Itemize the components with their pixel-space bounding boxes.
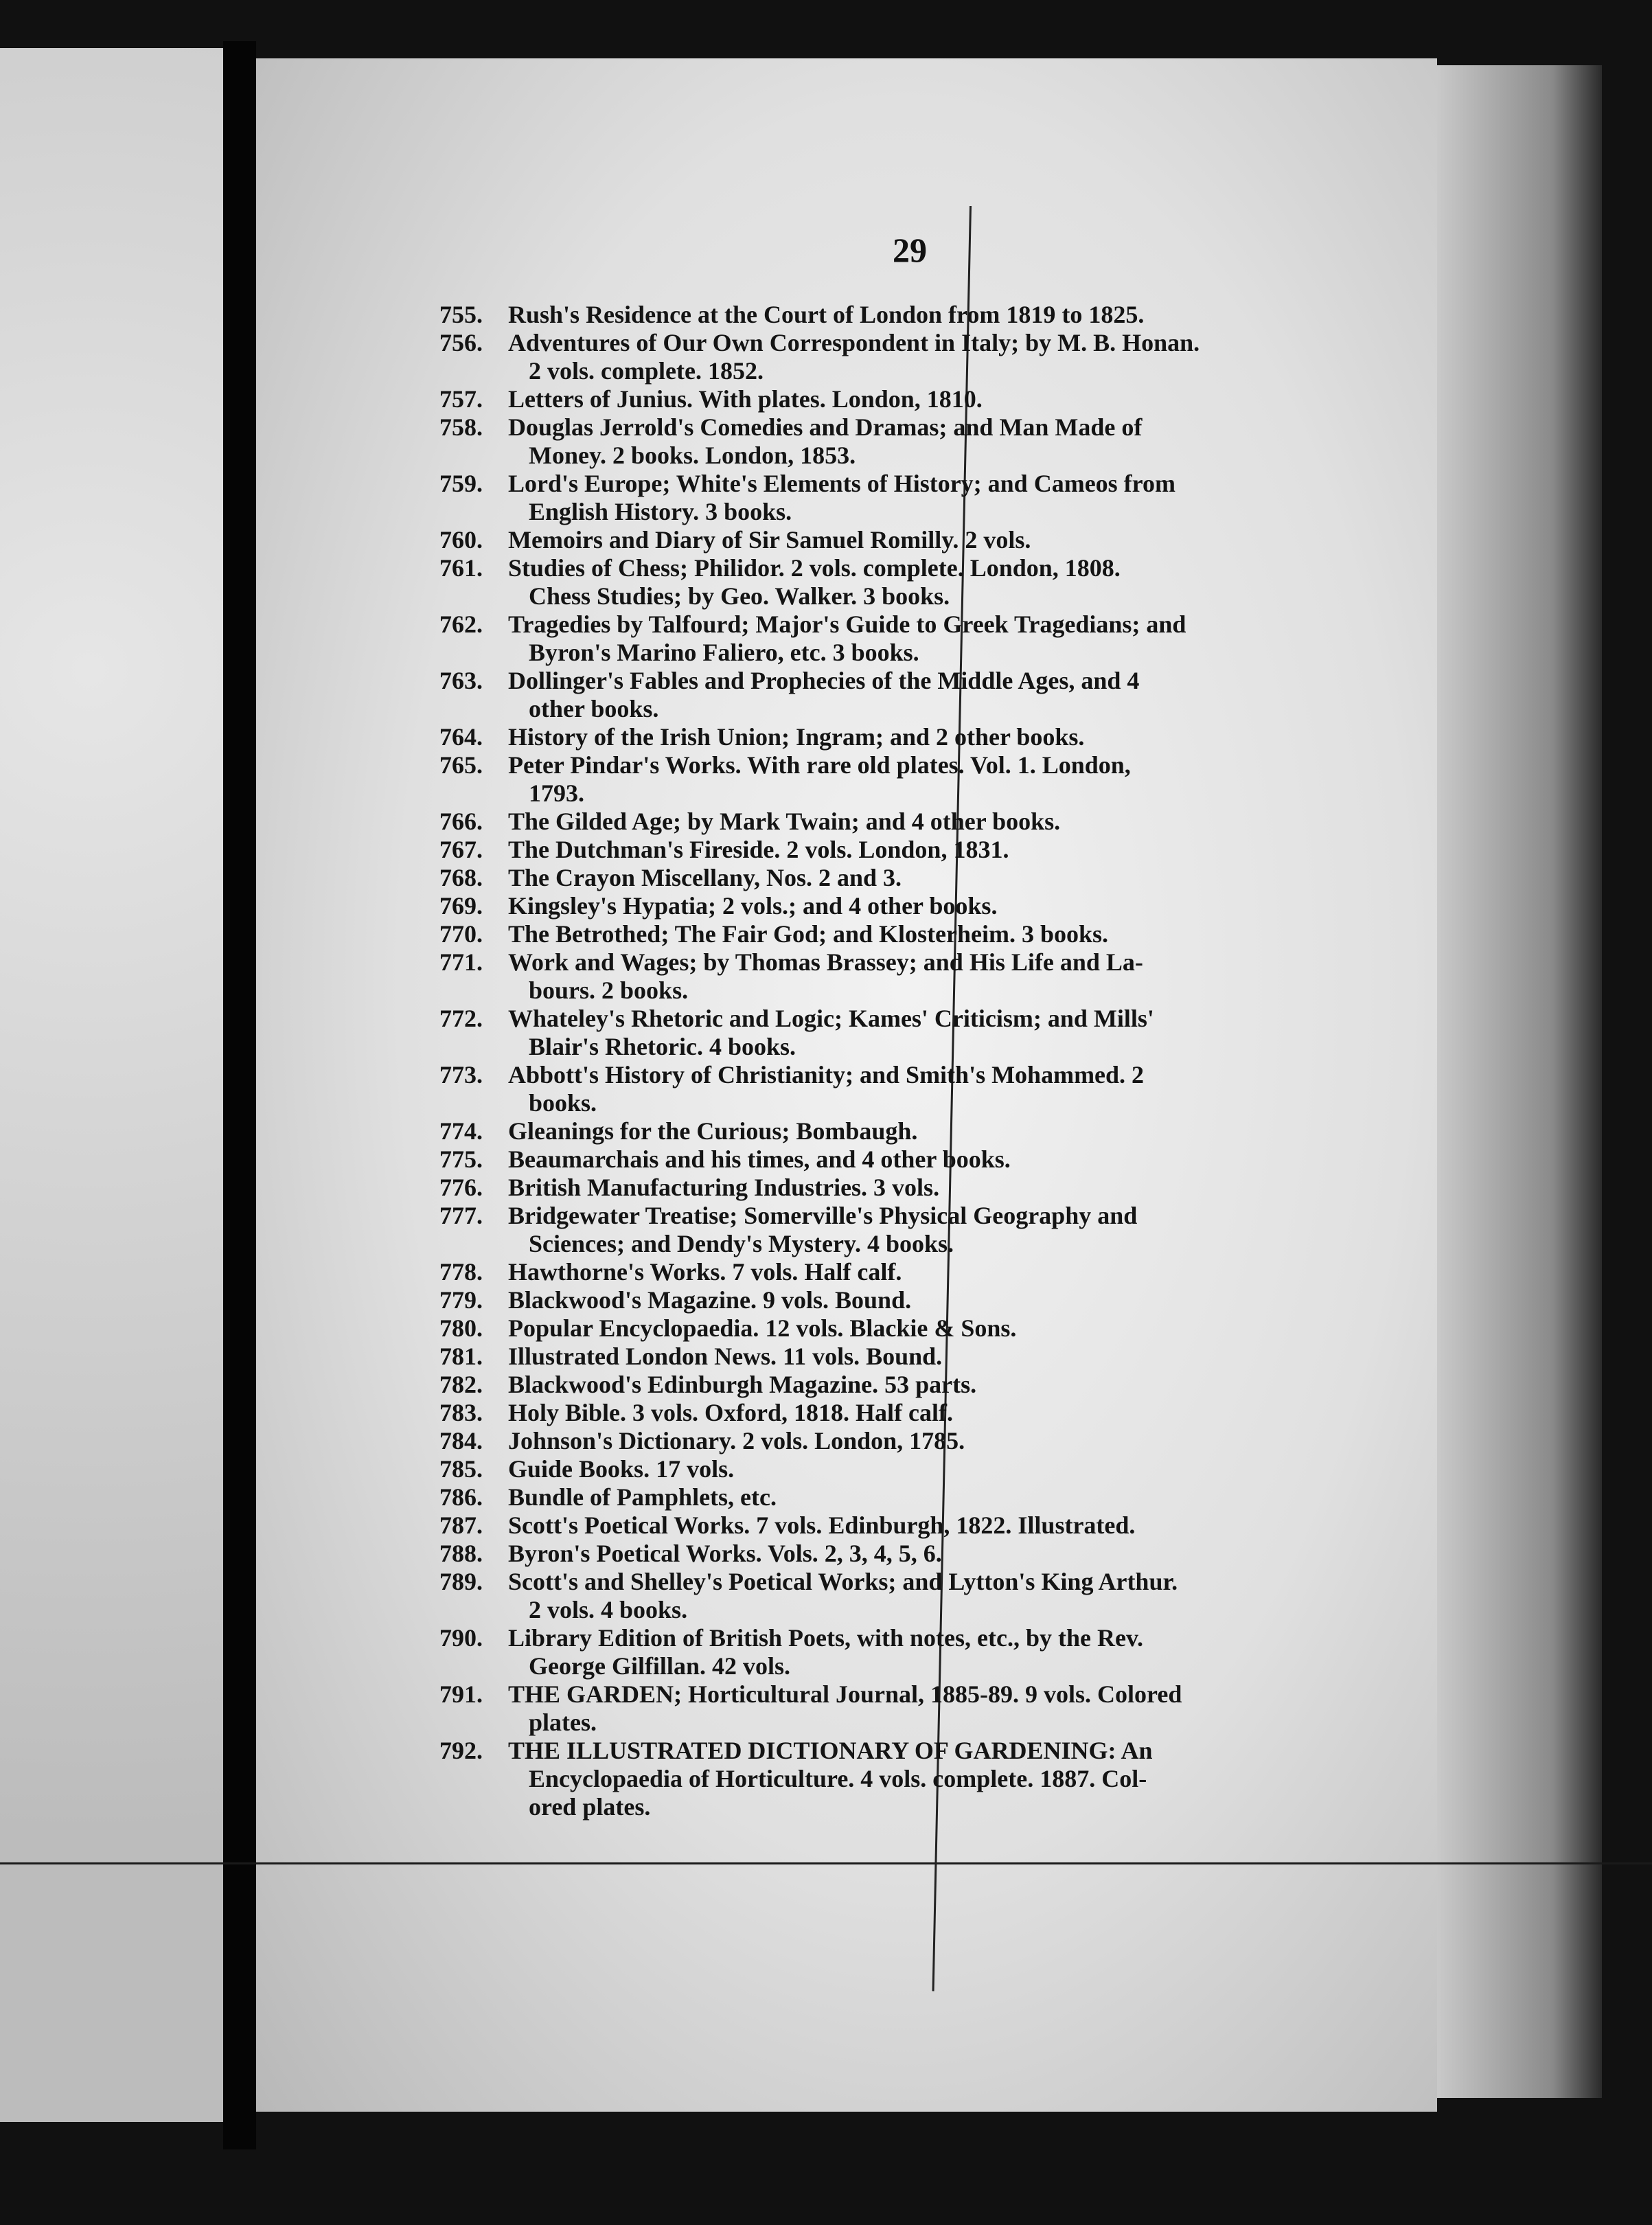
entry-number: 780. <box>439 1314 483 1342</box>
catalog-entry <box>439 301 1380 329</box>
entry-number: 758. <box>439 413 483 441</box>
entry-text <box>508 329 1380 385</box>
facing-page-edge <box>0 48 223 2122</box>
entry-text <box>508 413 1380 470</box>
entry-text <box>508 611 1380 667</box>
entry-text <box>508 301 1380 329</box>
catalog-entry <box>439 864 1380 892</box>
entry-number: 787. <box>439 1511 483 1539</box>
entry-line: Rush's Residence at the Court of London from 1819 to 1825. <box>508 301 1145 328</box>
entry-line: The Gilded Age; by Mark Twain; and 4 other books. <box>508 808 1061 835</box>
entry-text <box>508 1427 1380 1455</box>
entry-line: Library Edition of British Poets, with notes, etc., by the Rev. <box>508 1624 1143 1652</box>
entry-line: THE ILLUSTRATED DICTIONARY OF GARDENING: An <box>508 1737 1153 1764</box>
catalog-entry <box>439 1202 1380 1258</box>
entry-text <box>508 836 1380 864</box>
entry-line: Whateley's Rhetoric and Logic; Kames' Criticism; and Mills' <box>508 1005 1154 1032</box>
entry-line: English History. 3 books. <box>529 498 792 525</box>
catalog-entry <box>439 667 1380 723</box>
catalog-entry <box>439 751 1380 808</box>
entry-number: 755. <box>439 301 483 328</box>
entry-text <box>508 1145 1380 1174</box>
entry-line: Hawthorne's Works. 7 vols. Half calf. <box>508 1258 902 1286</box>
entry-text <box>508 1286 1380 1314</box>
catalog-entry <box>439 413 1380 470</box>
catalog-entry <box>439 1314 1380 1343</box>
entry-text <box>508 470 1380 526</box>
entry-number: 782. <box>439 1371 483 1398</box>
catalog-entry <box>439 1455 1380 1483</box>
entry-line: Letters of Junius. With plates. London, 1810. <box>508 385 983 413</box>
entry-line: Byron's Marino Faliero, etc. 3 books. <box>529 639 919 666</box>
entry-line: George Gilfillan. 42 vols. <box>529 1652 790 1680</box>
entry-text <box>508 948 1380 1005</box>
entry-line: Work and Wages; by Thomas Brassey; and His Life and La- <box>508 948 1143 976</box>
entry-number: 791. <box>439 1680 483 1708</box>
catalog-entry <box>439 1540 1380 1568</box>
entry-number: 777. <box>439 1202 483 1229</box>
entry-line: 1793. <box>529 779 584 807</box>
catalog-entry <box>439 836 1380 864</box>
catalog-entry <box>439 1117 1380 1145</box>
entry-text <box>508 920 1380 948</box>
entry-number: 756. <box>439 329 483 356</box>
catalog-entry <box>439 808 1380 836</box>
entry-line: Byron's Poetical Works. Vols. 2, 3, 4, 5, 6. <box>508 1540 942 1567</box>
entry-line: The Crayon Miscellany, Nos. 2 and 3. <box>508 864 902 891</box>
catalog-entry <box>439 385 1380 413</box>
catalog-entry <box>439 948 1380 1005</box>
page-right-shadow <box>1437 65 1602 2098</box>
entry-line: Lord's Europe; White's Elements of History; and Cameos from <box>508 470 1175 497</box>
entry-number: 784. <box>439 1427 483 1454</box>
catalog-entry <box>439 1680 1380 1737</box>
entry-number: 773. <box>439 1061 483 1088</box>
entry-line: Memoirs and Diary of Sir Samuel Romilly. 2 vols. <box>508 526 1031 554</box>
catalog-entry <box>439 1343 1380 1371</box>
catalog-entry <box>439 1568 1380 1624</box>
catalog-entry <box>439 1258 1380 1286</box>
entry-text <box>508 1117 1380 1145</box>
entry-text <box>508 864 1380 892</box>
catalog-entry <box>439 526 1380 554</box>
entry-line: plates. <box>529 1709 597 1736</box>
entry-line: Gleanings for the Curious; Bombaugh. <box>508 1117 918 1145</box>
entry-line: History of the Irish Union; Ingram; and 2 other books. <box>508 723 1085 751</box>
entry-line: Popular Encyclopaedia. 12 vols. Blackie & Sons. <box>508 1314 1017 1342</box>
entry-text <box>508 1483 1380 1511</box>
catalog-entry <box>439 611 1380 667</box>
entry-number: 764. <box>439 723 483 751</box>
entry-line: Holy Bible. 3 vols. Oxford, 1818. Half calf. <box>508 1399 953 1426</box>
page-number: 29 <box>893 231 927 269</box>
entry-line: Adventures of Our Own Correspondent in Italy; by M. B. Honan. <box>508 329 1200 356</box>
entry-text <box>508 1061 1380 1117</box>
entry-number: 769. <box>439 892 483 920</box>
entry-number: 763. <box>439 667 483 694</box>
entry-text <box>508 1624 1380 1680</box>
catalog-entry <box>439 1427 1380 1455</box>
entry-text <box>508 554 1380 611</box>
entry-number: 781. <box>439 1343 483 1370</box>
entry-line: British Manufacturing Industries. 3 vols. <box>508 1174 940 1201</box>
entry-number: 792. <box>439 1737 483 1764</box>
entry-text <box>508 723 1380 751</box>
entry-line: Kingsley's Hypatia; 2 vols.; and 4 other books. <box>508 892 998 920</box>
entry-text <box>508 1258 1380 1286</box>
entry-number: 760. <box>439 526 483 554</box>
catalog-entry <box>439 1511 1380 1540</box>
catalog-entry <box>439 1399 1380 1427</box>
entry-text <box>508 892 1380 920</box>
entry-number: 762. <box>439 611 483 638</box>
entry-number: 778. <box>439 1258 483 1286</box>
scan-horizontal-line <box>0 1862 1652 1864</box>
entry-text <box>508 1568 1380 1624</box>
entry-number: 774. <box>439 1117 483 1145</box>
entry-line: Chess Studies; by Geo. Walker. 3 books. <box>529 582 950 610</box>
entry-number: 786. <box>439 1483 483 1511</box>
entry-line: 2 vols. complete. 1852. <box>529 357 764 385</box>
entry-number: 771. <box>439 948 483 976</box>
catalog-entry <box>439 1005 1380 1061</box>
entry-text <box>508 1680 1380 1737</box>
catalog-entry <box>439 1061 1380 1117</box>
entry-number: 767. <box>439 836 483 863</box>
catalog-entry <box>439 1371 1380 1399</box>
catalog-entries <box>439 301 1380 1821</box>
entry-text <box>508 1343 1380 1371</box>
entry-line: Studies of Chess; Philidor. 2 vols. complete. London, 1808. <box>508 554 1121 582</box>
entry-number: 775. <box>439 1145 483 1173</box>
entry-line: Blackwood's Edinburgh Magazine. 53 parts. <box>508 1371 977 1398</box>
catalog-entry <box>439 1624 1380 1680</box>
entry-line: Bridgewater Treatise; Somerville's Physical Geography and <box>508 1202 1138 1229</box>
entry-line: Scott's and Shelley's Poetical Works; and Lytton's King Arthur. <box>508 1568 1178 1595</box>
entry-number: 776. <box>439 1174 483 1201</box>
entry-line: Sciences; and Dendy's Mystery. 4 books. <box>529 1230 954 1257</box>
entry-text <box>508 1737 1380 1821</box>
catalog-entry <box>439 1737 1380 1821</box>
entry-text <box>508 1399 1380 1427</box>
catalog-entry <box>439 892 1380 920</box>
entry-text <box>508 667 1380 723</box>
entry-line: Douglas Jerrold's Comedies and Dramas; and Man Made of <box>508 413 1143 441</box>
entry-line: Bundle of Pamphlets, etc. <box>508 1483 777 1511</box>
entry-number: 783. <box>439 1399 483 1426</box>
entry-text <box>508 1202 1380 1258</box>
entry-number: 759. <box>439 470 483 497</box>
entry-line: Johnson's Dictionary. 2 vols. London, 1785. <box>508 1427 965 1454</box>
entry-line: Peter Pindar's Works. With rare old plates. Vol. 1. London, <box>508 751 1131 779</box>
entry-text <box>508 1314 1380 1343</box>
catalog-entry <box>439 554 1380 611</box>
entry-line: other books. <box>529 695 659 722</box>
entry-number: 772. <box>439 1005 483 1032</box>
entry-text <box>508 1005 1380 1061</box>
entry-line: Money. 2 books. London, 1853. <box>529 442 856 469</box>
entry-number: 770. <box>439 920 483 948</box>
entry-line: Blair's Rhetoric. 4 books. <box>529 1033 796 1060</box>
entry-number: 765. <box>439 751 483 779</box>
entry-line: Scott's Poetical Works. 7 vols. Edinburgh, 1822. Illustrated. <box>508 1511 1136 1539</box>
entry-line: Illustrated London News. 11 vols. Bound. <box>508 1343 943 1370</box>
entry-text <box>508 808 1380 836</box>
entry-line: Abbott's History of Christianity; and Smith's Mohammed. 2 <box>508 1061 1145 1088</box>
entry-text <box>508 1511 1380 1540</box>
entry-number: 761. <box>439 554 483 582</box>
entry-text <box>508 1174 1380 1202</box>
catalog-entry <box>439 723 1380 751</box>
catalog-entry <box>439 1286 1380 1314</box>
catalog-entry <box>439 1145 1380 1174</box>
entry-text <box>508 1371 1380 1399</box>
catalog-entry <box>439 470 1380 526</box>
entry-line: Tragedies by Talfourd; Major's Guide to Greek Tragedians; and <box>508 611 1186 638</box>
entry-line: Guide Books. 17 vols. <box>508 1455 735 1483</box>
book-spine <box>223 41 256 2149</box>
entry-line: ored plates. <box>529 1793 651 1821</box>
entry-number: 757. <box>439 385 483 413</box>
entry-line: Encyclopaedia of Horticulture. 4 vols. complete. 1887. Col- <box>529 1765 1147 1792</box>
entry-text <box>508 526 1380 554</box>
entry-line: Dollinger's Fables and Prophecies of the Middle Ages, and 4 <box>508 667 1140 694</box>
entry-line: Blackwood's Magazine. 9 vols. Bound. <box>508 1286 912 1314</box>
entry-line: THE GARDEN; Horticultural Journal, 1885-89. 9 vols. Colored <box>508 1680 1182 1708</box>
catalog-entry <box>439 1174 1380 1202</box>
catalog-entry <box>439 920 1380 948</box>
entry-text <box>508 751 1380 808</box>
entry-number: 779. <box>439 1286 483 1314</box>
entry-line: bours. 2 books. <box>529 977 689 1004</box>
catalog-entry <box>439 329 1380 385</box>
catalog-entry <box>439 1483 1380 1511</box>
entry-number: 785. <box>439 1455 483 1483</box>
entry-number: 766. <box>439 808 483 835</box>
entry-text <box>508 1455 1380 1483</box>
entry-line: The Betrothed; The Fair God; and Klosterheim. 3 books. <box>508 920 1109 948</box>
entry-text <box>508 385 1380 413</box>
entry-line: books. <box>529 1089 597 1117</box>
entry-number: 788. <box>439 1540 483 1567</box>
entry-number: 768. <box>439 864 483 891</box>
entry-text <box>508 1540 1380 1568</box>
entry-line: The Dutchman's Fireside. 2 vols. London, 1831. <box>508 836 1009 863</box>
entry-line: 2 vols. 4 books. <box>529 1596 688 1623</box>
entry-line: Beaumarchais and his times, and 4 other books. <box>508 1145 1011 1173</box>
entry-number: 790. <box>439 1624 483 1652</box>
entry-number: 789. <box>439 1568 483 1595</box>
